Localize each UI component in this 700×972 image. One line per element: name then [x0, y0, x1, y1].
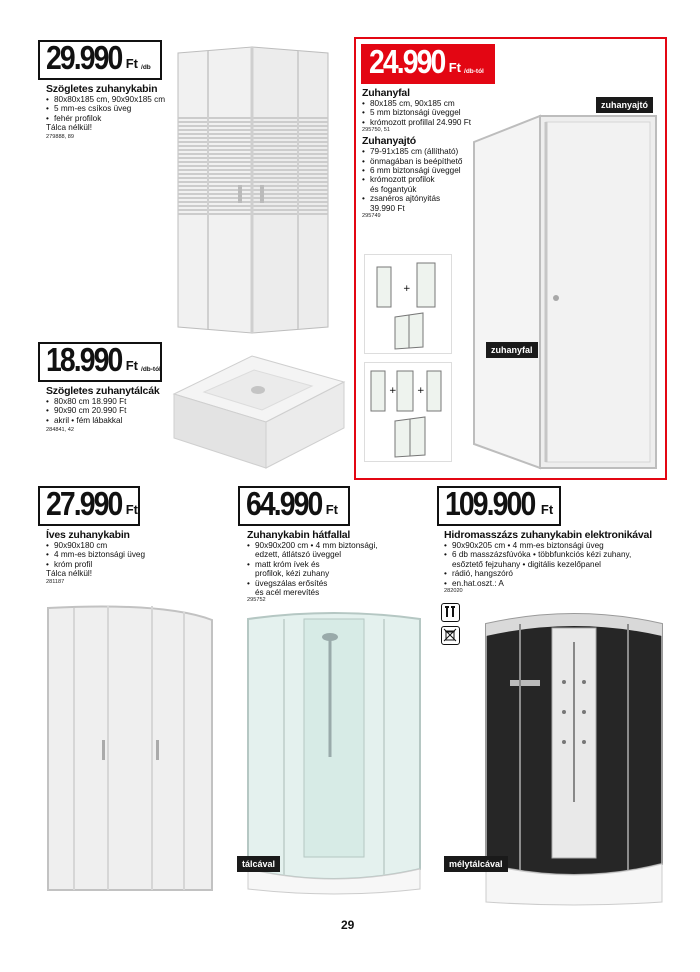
spec-item: 39.990 Ft [370, 203, 405, 213]
assembly-diagram-top [364, 254, 452, 354]
tag-with-deep-tray: mélytálcával [444, 856, 508, 872]
page-number: 29 [341, 918, 355, 932]
svg-text:+: + [389, 386, 397, 396]
spec-item: • matt króm ívek és [247, 560, 378, 569]
product-code: 279888, 89 [46, 133, 74, 140]
square-cabin-image [172, 45, 334, 335]
product-info-curved-cabin [46, 529, 145, 586]
svg-text:+: + [417, 386, 425, 396]
currency: Ft [125, 358, 139, 373]
product-info-cabin-backwall [247, 529, 378, 604]
spec-item: • akril • fém lábakkal [46, 416, 159, 425]
spec-item: profilok, kézi zuhany [255, 569, 330, 579]
product-title: Szögletes zuhanytálcák [46, 385, 160, 397]
price-box-shower-wall [361, 44, 495, 84]
price: 18.990 [46, 341, 122, 378]
spec-item: edzett, átlátszó üveggel [255, 550, 342, 560]
spec-item: • 80x80x185 cm, 90x90x185 cm [46, 95, 165, 104]
spec-list [46, 397, 159, 425]
svg-text:+: + [403, 284, 411, 294]
spec-item: • üvegszálas erősítés [247, 579, 378, 588]
price: 24.990 [369, 43, 445, 80]
price-box-square-cabin [38, 40, 162, 80]
product-code-door: 295749 [362, 213, 381, 220]
price: 64.990 [246, 485, 322, 522]
spec-list-door [362, 147, 471, 213]
shower-door-image [470, 112, 660, 474]
price-box-shower-tray [38, 342, 162, 382]
product-code: 281187 [46, 578, 65, 585]
spec-item: • 5 mm biztonsági üveggel [362, 108, 471, 117]
spec-item: és fogantyúk [370, 184, 417, 194]
price-box-hydromassage-cabin [437, 486, 561, 526]
spec-item: • 90x90 cm 20.990 Ft [46, 406, 159, 415]
product-title-door: Zuhanyajtó [362, 135, 417, 148]
product-info-shower-wall [362, 87, 471, 220]
spec-item: • 6 db masszázsfúvóka • többfunkciós kézi zuhany, [444, 550, 652, 559]
currency: Ft [540, 502, 554, 517]
product-code: 282020 [444, 588, 463, 595]
unit: /db-tól [141, 366, 161, 373]
spec-item: és acél merevítés [255, 588, 320, 598]
shower-tray-image [170, 352, 348, 472]
product-code: 295750, 51 [362, 127, 390, 134]
currency: Ft [125, 56, 139, 71]
spec-item: esőztető fejzuhany • digitális kezelőpanel [452, 559, 601, 569]
spec-item: • króm profil [46, 560, 145, 569]
spec-item: • 5 mm-es csíkos üveg [46, 104, 165, 113]
unit: /db-tól [464, 68, 484, 75]
currency: Ft [125, 502, 139, 517]
product-title: Zuhanykabin hátfallal [247, 529, 351, 541]
product-title: Hidromasszázs zuhanykabin elektronikával [444, 529, 652, 541]
spec-list [46, 95, 165, 123]
spec-list [444, 541, 652, 588]
spec-item: • fehér profilok [46, 114, 165, 123]
spec-item: • rádió, hangszóró [444, 569, 652, 578]
shower-symbol-icon [441, 603, 460, 622]
currency: Ft [448, 60, 462, 75]
product-info-hydromassage-cabin [444, 529, 652, 595]
spec-list [247, 541, 378, 597]
product-title: Szögletes zuhanykabin [46, 83, 158, 95]
cabin-backwall-image [244, 607, 424, 897]
unit: /db [141, 64, 151, 71]
spec-item: • en.hat.oszt.: A [444, 579, 652, 588]
spec-item: • krómozott profillal 24.990 Ft [362, 118, 471, 127]
price-box-curved-cabin [38, 486, 140, 526]
tag-shower-door: zuhanyajtó [596, 97, 653, 113]
currency: Ft [325, 502, 339, 517]
spec-item: • 90x90x205 cm • 4 mm-es biztonsági üveg [444, 541, 652, 550]
product-code: 295752 [247, 597, 266, 604]
spec-item: • zsanéros ajtónyitás [362, 194, 471, 203]
product-title: Íves zuhanykabin [46, 529, 130, 541]
price-box-cabin-backwall [238, 486, 350, 526]
spec-list [362, 99, 471, 127]
tag-with-tray: tálcával [237, 856, 280, 872]
spec-item: • 80x185 cm, 90x185 cm [362, 99, 471, 108]
spec-item: • önmagában is beépíthető [362, 157, 471, 166]
note: Tálca nélkül! [46, 123, 92, 133]
spec-item: • 6 mm biztonsági üveggel [362, 166, 471, 175]
spec-list [46, 541, 145, 569]
product-code: 284841, 42 [46, 427, 74, 434]
product-title: Zuhanyfal [362, 87, 410, 99]
tag-shower-wall: zuhanyfal [486, 342, 538, 358]
spec-item: • 90x90x200 cm • 4 mm biztonsági, [247, 541, 378, 550]
weee-bin-icon [441, 626, 460, 645]
price: 27.990 [46, 485, 122, 522]
product-info-square-cabin [46, 83, 165, 141]
spec-item: • 80x80 cm 18.990 Ft [46, 397, 159, 406]
spec-item: • 79-91x185 cm (állítható) [362, 147, 471, 156]
hydromassage-cabin-image [480, 602, 668, 908]
spec-item: • krómozott profilok [362, 175, 471, 184]
price: 29.990 [46, 39, 122, 76]
assembly-diagram-bottom [364, 362, 452, 462]
note: Tálca nélkül! [46, 569, 92, 579]
spec-item: • 90x90x180 cm [46, 541, 145, 550]
curved-cabin-image [44, 600, 216, 892]
spec-item: • 4 mm-es biztonsági üveg [46, 550, 145, 559]
product-info-shower-tray [46, 385, 159, 434]
price: 109.900 [445, 485, 535, 522]
